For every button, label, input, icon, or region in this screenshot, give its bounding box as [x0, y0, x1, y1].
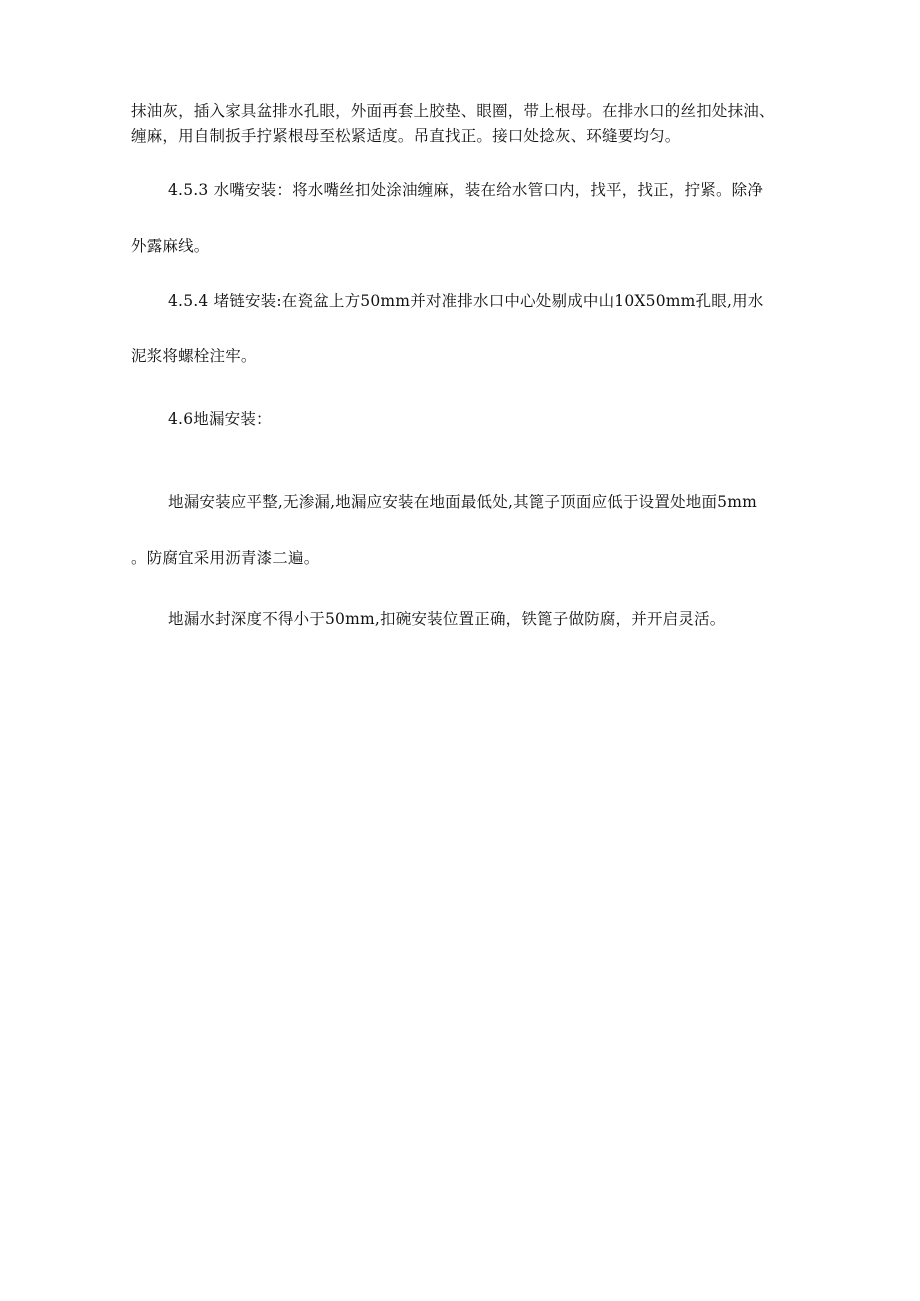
paragraph-line: 抹油灰，插入家具盆排水孔眼，外面再套上胶垫、眼圈，带上根母。在排水口的丝扣处抹油、 [131, 102, 775, 120]
paragraph-line: 4.5.4 堵链安装:在瓷盆上方50mm并对准排水口中心处剔成中山10X50mm孔眼,用水 [168, 292, 764, 310]
paragraph-line: 4.5.3 水嘴安装：将水嘴丝扣处涂油缠麻，装在给水管口内，找平，找正，拧紧。除净 [168, 181, 764, 199]
paragraph-line: 地漏安装应平整,无渗漏,地漏应安装在地面最低处,其篦子顶面应低于设置处地面5mm [168, 493, 758, 511]
paragraph-line: 泥浆将螺栓注牢。 [131, 347, 257, 365]
paragraph-line: 地漏水封深度不得小于50mm,扣碗安装位置正确，铁篦子做防腐，并开启灵活。 [168, 610, 726, 628]
paragraph-line: 外露麻线。 [131, 237, 210, 255]
section-heading: 4.6地漏安装： [168, 410, 272, 428]
paragraph-line: 缠麻，用自制扳手拧紧根母至松紧适度。吊直找正。接口处捻灰、环缝要均匀。 [131, 127, 681, 145]
paragraph-line: 。防腐宜采用沥青漆二遍。 [131, 549, 320, 567]
